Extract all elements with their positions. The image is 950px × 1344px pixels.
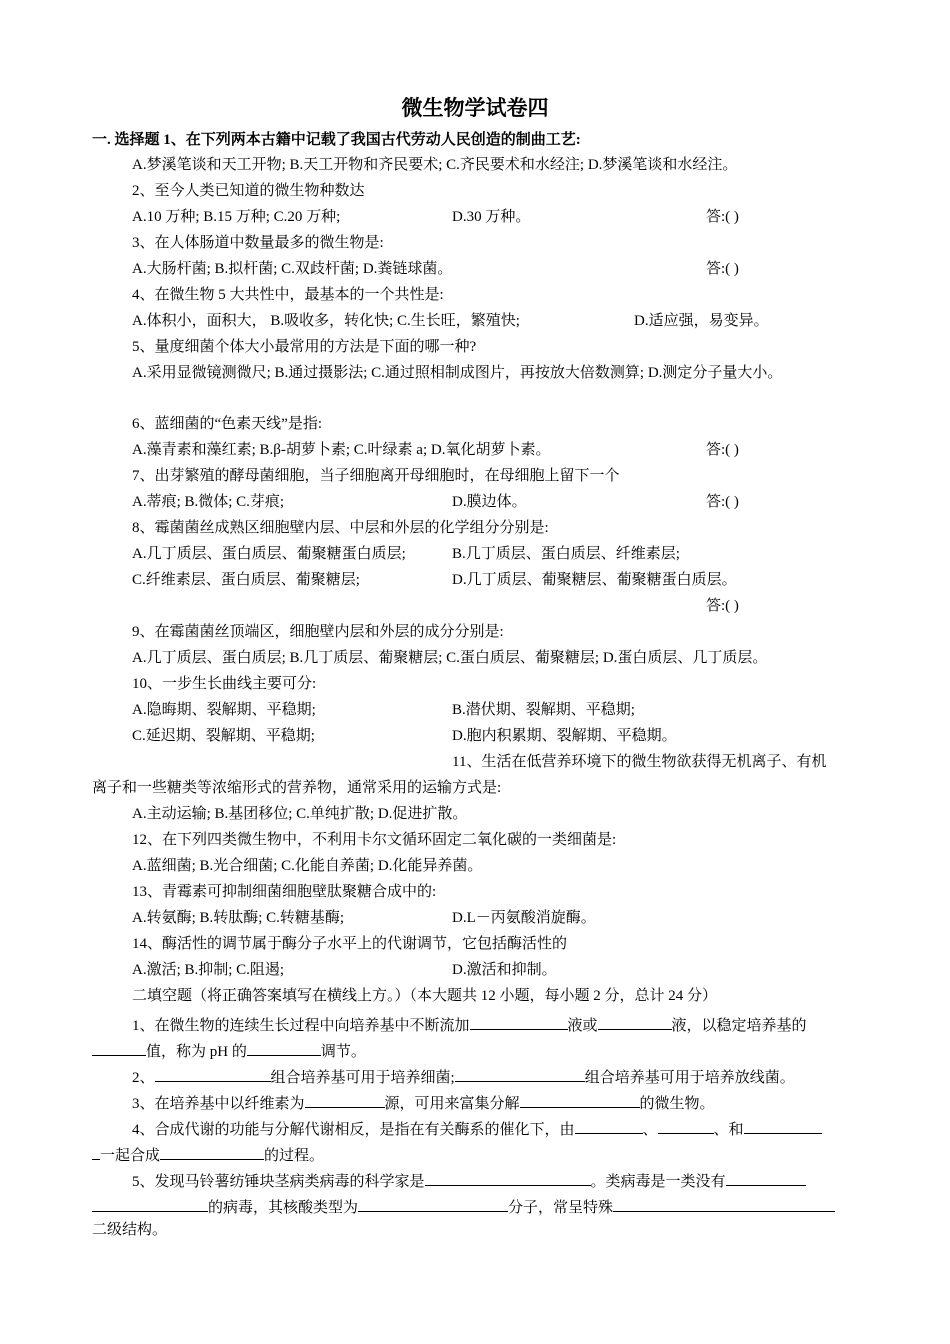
q9-options: A.几丁质层、蛋白质层; B.几丁质层、葡聚糖层; C.蛋白质层、葡聚糖层; D.蛋白质层、几丁质层。 — [132, 650, 768, 666]
q2-option-d: D.30 万种。 — [452, 209, 531, 225]
q8-answer-slot: 答:( ) — [706, 598, 739, 614]
q5-text: 5、量度细菌个体大小最常用的方法是下面的哪一种? — [132, 339, 477, 355]
q8-option-d: D.几丁质层、葡聚糖层、葡聚糖蛋白质层。 — [452, 572, 737, 588]
fill5-blank-1[interactable] — [425, 1171, 591, 1186]
q9-text: 9、在霉菌菌丝顶端区，细胞壁内层和外层的成分分别是: — [132, 624, 504, 640]
fill1-text-a: 1、在微生物的连续生长过程中向培养基中不断流加 — [132, 1018, 470, 1034]
q7-option-d: D.膜边体。 — [452, 494, 527, 510]
q14-options-abc: A.激活; B.抑制; C.阻遏; — [132, 962, 285, 978]
fill4-blank-3-cont[interactable] — [92, 1145, 100, 1160]
fill1-line1 — [132, 1015, 807, 1034]
q2-answer-slot: 答:( ) — [706, 209, 739, 225]
q3-options: A.大肠杆菌; B.拟杆菌; C.双歧杆菌; D.粪链球菌。 — [132, 261, 453, 277]
fill3-text-b: 源，可用来富集分解 — [384, 1096, 520, 1112]
q3-answer-slot: 答:( ) — [706, 261, 739, 277]
fill4-text-d: 一起合成 — [100, 1148, 161, 1164]
fill2-text-a: 2、 — [132, 1070, 155, 1086]
fill4-blank-4[interactable] — [160, 1145, 264, 1160]
fill3-blank-1[interactable] — [305, 1093, 385, 1108]
q2-options-abc: A.10 万种; B.15 万种; C.20 万种; — [132, 209, 341, 225]
fill1-text-e: 调节。 — [320, 1044, 366, 1060]
q10-option-c: C.延迟期、裂解期、平稳期; — [132, 728, 315, 744]
q13-option-d: D.L－丙氨酸消旋酶。 — [452, 910, 596, 926]
q3-text: 3、在人体肠道中数量最多的微生物是: — [132, 235, 384, 251]
fill1-text-b: 液或 — [567, 1018, 598, 1034]
fill5-line2 — [92, 1197, 835, 1216]
fill3-line — [132, 1093, 715, 1112]
fill5-line1 — [132, 1171, 806, 1190]
fill1-line2 — [92, 1041, 366, 1060]
fill4-text-e: 的过程。 — [264, 1148, 325, 1164]
q10-text: 10、一步生长曲线主要可分: — [132, 676, 317, 692]
q4-text: 4、在微生物 5 大共性中，最基本的一个共性是: — [132, 287, 444, 303]
q8-option-a: A.几丁质层、蛋白质层、葡聚糖蛋白质层; — [132, 546, 406, 562]
q7-options-abc: A.蒂痕; B.微体; C.芽痕; — [132, 494, 285, 510]
q7-text: 7、出芽繁殖的酵母菌细胞，当子细胞离开母细胞时，在母细胞上留下一个 — [132, 468, 620, 484]
section2-header: 二填空题（将正确答案填写在横线上方。）（本大题共 12 小题，每小题 2 分，总计 24 分） — [132, 988, 718, 1004]
q12-options: A.蓝细菌; B.光合细菌; C.化能自养菌; D.化能异养菌。 — [132, 858, 483, 874]
fill4-blank-2[interactable] — [658, 1119, 714, 1134]
q10-option-a: A.隐晦期、裂解期、平稳期; — [132, 702, 316, 718]
fill5-line3: 二级结构。 — [92, 1222, 168, 1238]
q4-option-d: D.适应强，易变异。 — [634, 313, 769, 329]
fill3-text-a: 3、在培养基中以纤维素为 — [132, 1096, 305, 1112]
fill4-text-c: 、和 — [713, 1122, 744, 1138]
fill1-blank-4[interactable] — [247, 1041, 321, 1056]
fill1-text-d: 值，称为 pH 的 — [146, 1044, 247, 1060]
fill1-blank-3[interactable] — [92, 1041, 146, 1056]
q14-option-d: D.激活和抑制。 — [452, 962, 557, 978]
q11-options: A.主动运输; B.基团移位; C.单纯扩散; D.促进扩散。 — [132, 806, 468, 822]
fill3-text-c: 的微生物。 — [639, 1096, 715, 1112]
fill4-blank-3[interactable] — [744, 1119, 822, 1134]
fill5-blank-2[interactable] — [726, 1171, 806, 1186]
fill2-blank-1[interactable] — [155, 1067, 271, 1082]
fill2-text-c: 组合培养基可用于培养放线菌。 — [584, 1070, 795, 1086]
section1-header: 一. 选择题 1、在下列两本古籍中记载了我国古代劳动人民创造的制曲工艺: — [92, 132, 581, 148]
q13-text: 13、青霉素可抑制细菌细胞壁肽聚糖合成中的: — [132, 884, 437, 900]
q1-options: A.梦溪笔谈和天工开物; B.天工开物和齐民要术; C.齐民要术和水经注; D.梦溪笔谈和水经注。 — [132, 157, 738, 173]
q8-option-b: B.几丁质层、蛋白质层、纤维素层; — [452, 546, 680, 562]
q12-text: 12、在下列四类微生物中，不利用卡尔文循环固定二氧化碳的一类细菌是: — [132, 832, 617, 848]
fill1-blank-1[interactable] — [470, 1015, 568, 1030]
fill1-blank-2[interactable] — [598, 1015, 672, 1030]
fill4-line2 — [92, 1145, 324, 1164]
fill2-text-b: 组合培养基可用于培养细菌; — [270, 1070, 455, 1086]
fill3-blank-2[interactable] — [520, 1093, 640, 1108]
fill2-line — [132, 1067, 795, 1086]
fill5-text-c: 的病毒，其核酸类型为 — [208, 1200, 359, 1216]
fill4-line1 — [132, 1119, 822, 1138]
fill4-text-b: 、 — [642, 1122, 658, 1138]
fill4-blank-1[interactable] — [575, 1119, 643, 1134]
q4-options-abc: A.体积小，面积大， B.吸收多，转化快; C.生长旺，繁殖快; — [132, 313, 520, 329]
fill4-text-a: 4、合成代谢的功能与分解代谢相反，是指在有关酶系的催化下，由 — [132, 1122, 575, 1138]
fill5-blank-4[interactable] — [613, 1197, 835, 1212]
q6-text: 6、蓝细菌的“色素天线”是指: — [132, 416, 322, 432]
fill1-text-c: 液，以稳定培养基的 — [671, 1018, 807, 1034]
fill5-blank-2-cont[interactable] — [92, 1197, 208, 1212]
q13-options-abc: A.转氨酶; B.转肽酶; C.转糖基酶; — [132, 910, 345, 926]
fill5-blank-3[interactable] — [358, 1197, 508, 1212]
q10-option-b: B.潜伏期、裂解期、平稳期; — [452, 702, 635, 718]
fill5-text-d: 分子，常呈特殊 — [508, 1200, 614, 1216]
q10-option-d: D.胞内积累期、裂解期、平稳期。 — [452, 728, 677, 744]
q8-option-c: C.纤维素层、蛋白质层、葡聚糖层; — [132, 572, 360, 588]
fill5-text-b: 。类病毒是一类没有 — [590, 1174, 726, 1190]
q14-text: 14、酶活性的调节属于酶分子水平上的代谢调节，它包括酶活性的 — [132, 936, 568, 952]
q6-options: A.藻青素和藻红素; B.β-胡萝卜素; C.叶绿素 a; D.氧化胡萝卜素。 — [132, 442, 551, 458]
q11-text-line1: 11、生活在低营养环境下的微生物欲获得无机离子、有机 — [452, 754, 827, 770]
exam-title: 微生物学试卷四 — [401, 96, 549, 120]
q11-text-line2: 离子和一些糖类等浓缩形式的营养物，通常采用的运输方式是: — [92, 780, 502, 796]
q7-answer-slot: 答:( ) — [706, 494, 739, 510]
fill2-blank-2[interactable] — [455, 1067, 585, 1082]
q6-answer-slot: 答:( ) — [706, 442, 739, 458]
fill5-text-a: 5、发现马铃薯纺锤块茎病类病毒的科学家是 — [132, 1174, 425, 1190]
q2-text: 2、至今人类已知道的微生物种数达 — [132, 183, 365, 199]
q8-text: 8、霉菌菌丝成熟区细胞壁内层、中层和外层的化学组分分别是: — [132, 520, 549, 536]
q5-options: A.采用显微镜测微尺; B.通过摄影法; C.通过照相制成图片，再按放大倍数测算; D.测定分子量大小。 — [132, 365, 783, 381]
